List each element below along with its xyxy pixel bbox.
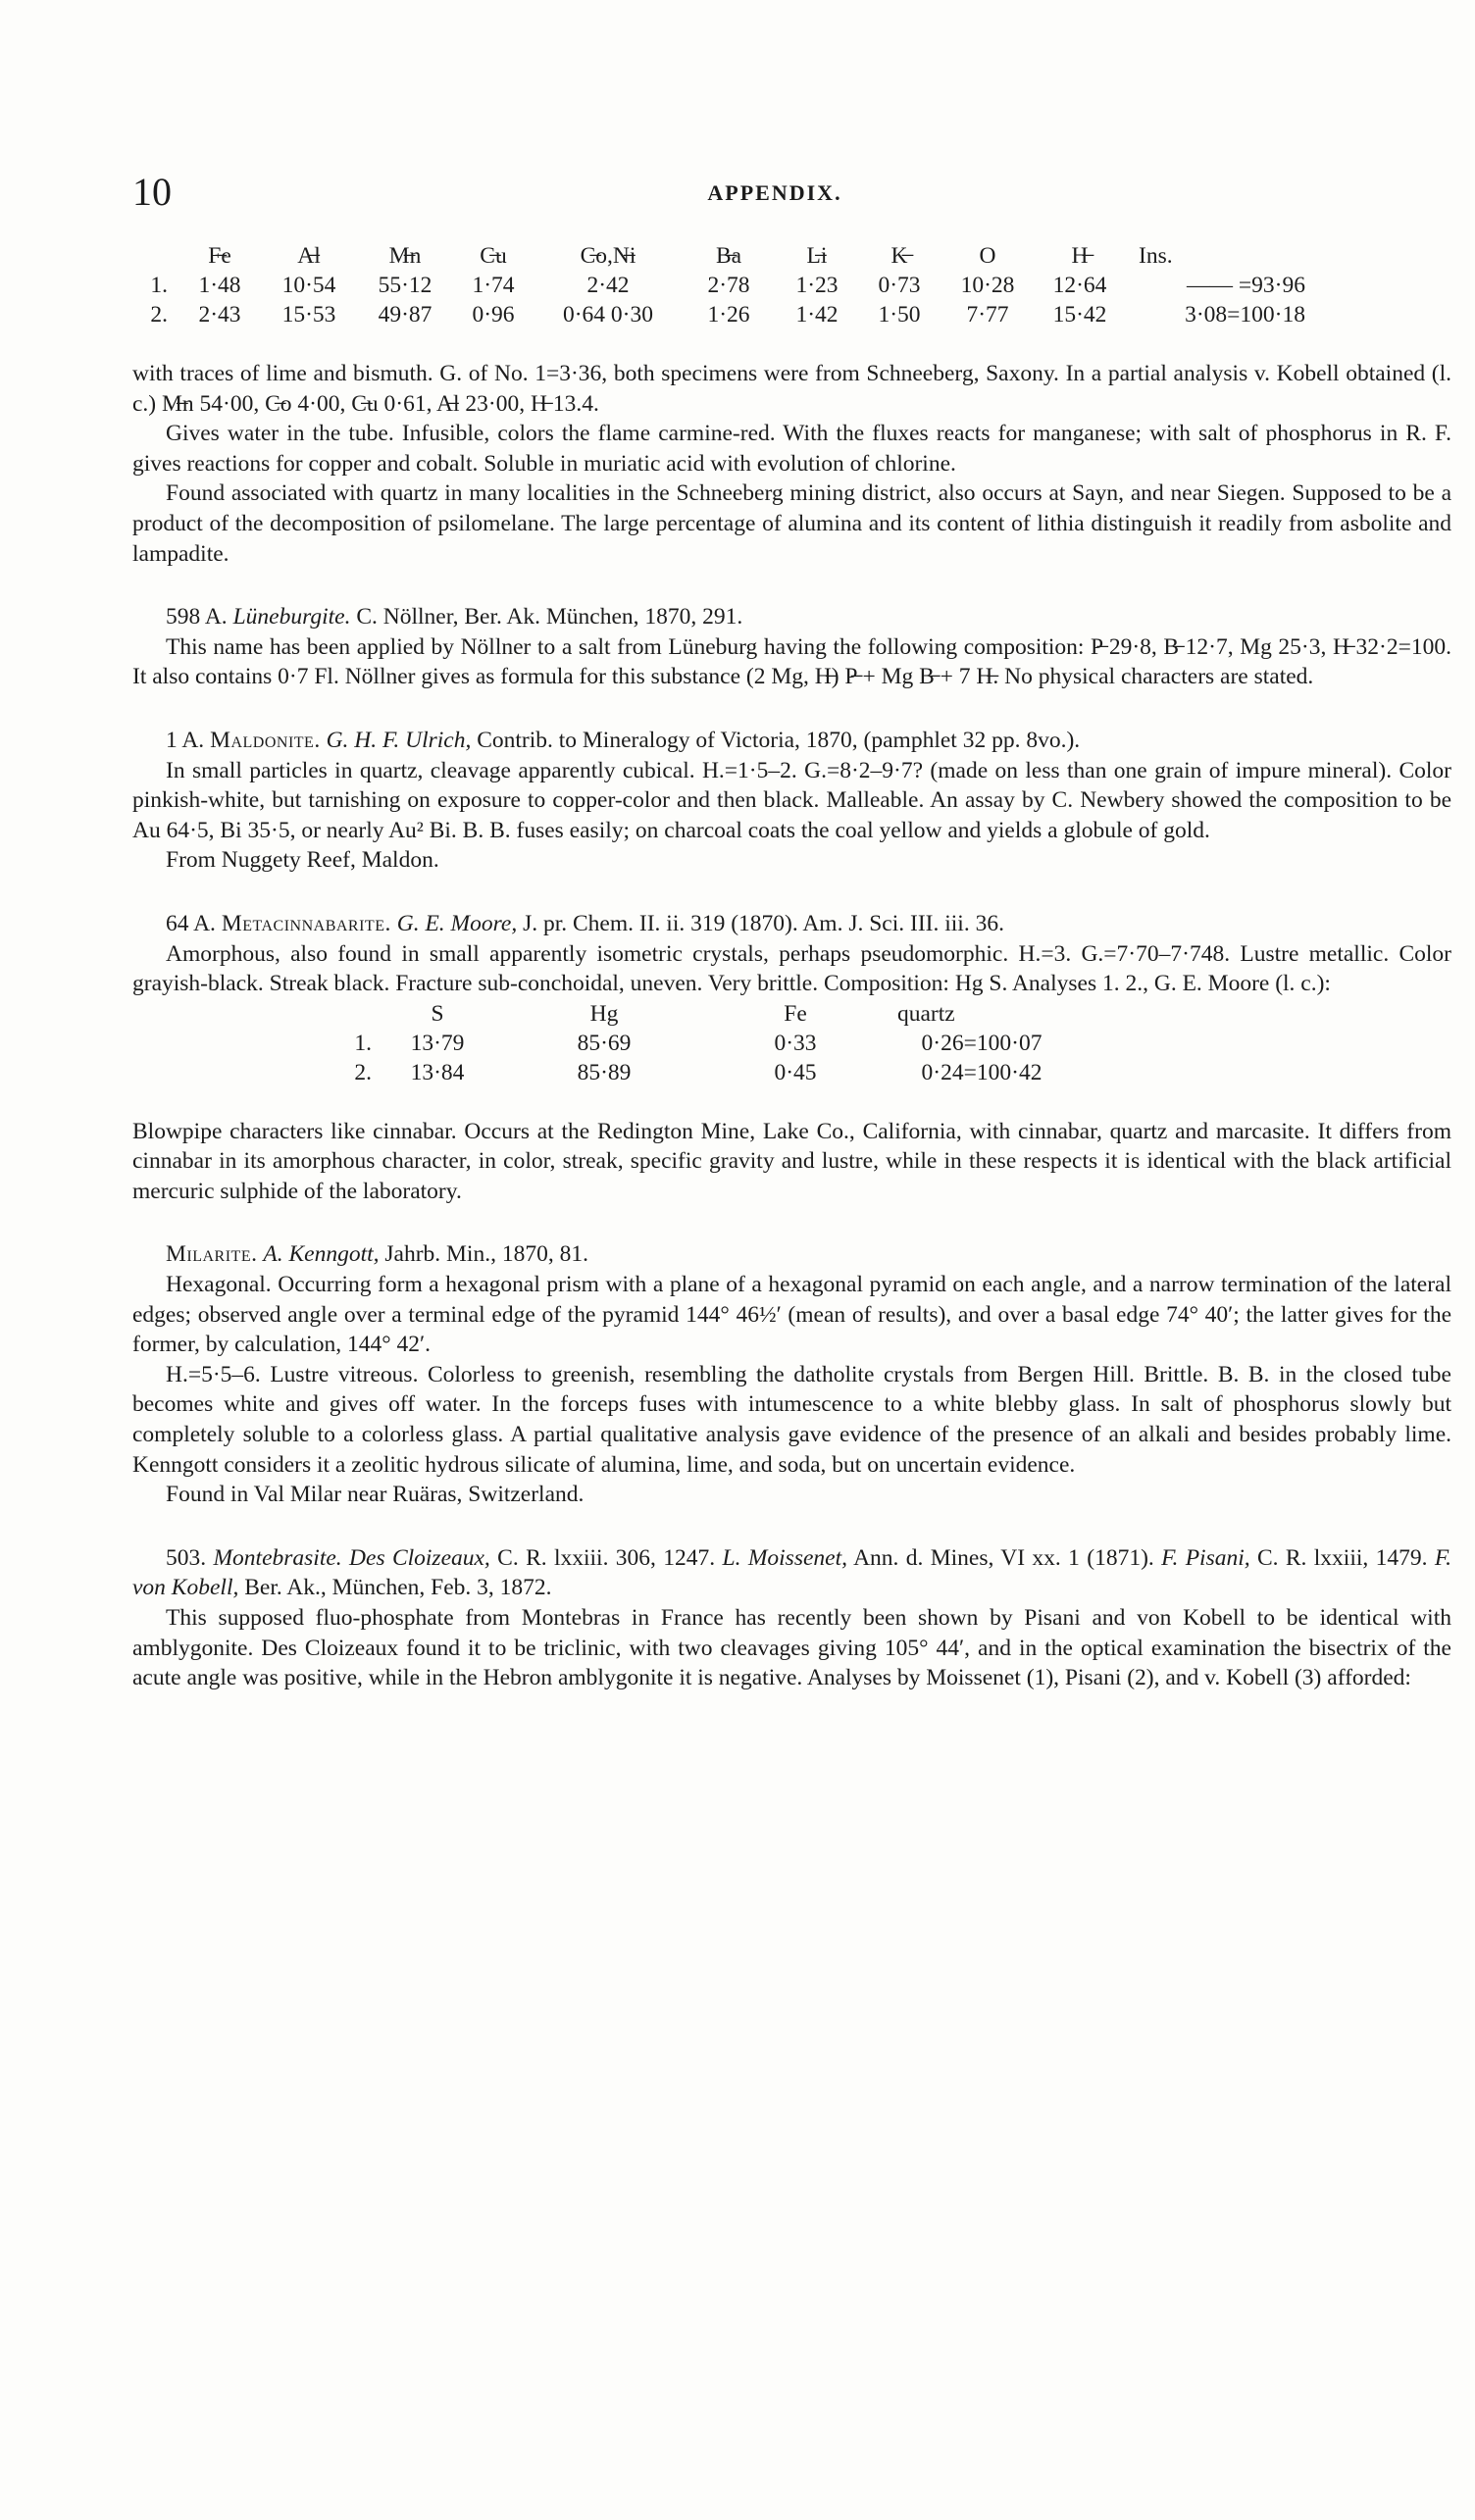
table-cell: 1·23 [795, 273, 839, 298]
author: F. von Kobell, [132, 1544, 1452, 1601]
table-cell: 0·45 [774, 1059, 817, 1085]
table-cell: 55·12 [378, 273, 432, 298]
column-header: H̶ [1071, 243, 1089, 269]
table-cell: 2·78 [707, 273, 750, 298]
entry-heading-503 [132, 1543, 1451, 1603]
table-cell: 10·28 [960, 273, 1015, 298]
table-cell: 0·26=100·07 [921, 1030, 1043, 1056]
mineral-name: Lüneburgite. [232, 604, 351, 630]
row-number: 1. [354, 1030, 372, 1056]
paragraph: Hexagonal. Occurring form a hexagonal prism with a plane of a hexagonal pyramid on each angle, and a narrow termination of the lateral edges; observed angle over a terminal edge of the pyramid 144° 46½′ (mean of results), and over a basal edge 74° 40′; the latter gives for the former, by calculation, 144° 42′. [132, 1272, 1451, 1358]
table-cell: 1·74 [472, 273, 515, 298]
table-cell: 10·54 [281, 273, 336, 298]
column-header: A̶l [297, 243, 321, 269]
table-cell: 1·26 [707, 302, 750, 328]
entry-heading-64a [132, 909, 1451, 939]
table-cell: 7·77 [966, 302, 1009, 328]
page-number: 10 [132, 170, 172, 214]
paragraph: Gives water in the tube. Infusible, colors the flame carmine-red. With the fluxes reacts for manganese; with salt of phosphorus in R. F. gives reactions for copper and cobalt. Soluble in muriatic acid with evolution of chlorine. [132, 421, 1451, 477]
paragraph: Found associated with quartz in many localities in the Schneeberg mining district, also occurs at Sayn, and near Siegen. Supposed to be a product of the decomposition of psilomelane. The large percentage of alumina and its content of lithia distinguish it readily from asbolite and lampadite. [132, 480, 1451, 567]
column-header: L̶i [806, 243, 828, 269]
table-row [338, 1029, 1090, 1058]
citation: Ann. d. Mines, VI xx. 1 (1871). [853, 1544, 1154, 1571]
citation: C. R. lxxiii, 1479. [1256, 1544, 1428, 1571]
column-header: B̶a [715, 243, 742, 269]
table-cell: 85·69 [577, 1030, 632, 1056]
table-cell: 0·73 [878, 273, 921, 298]
analysis-table-1 [132, 241, 1305, 329]
column-header: quartz [897, 1000, 955, 1027]
table-row [132, 300, 1305, 329]
entry-number: 503. [166, 1544, 207, 1571]
column-header: O [979, 243, 996, 269]
column-header: K̶ [890, 243, 908, 269]
analysis-table-1-header [132, 241, 1305, 271]
mineral-name: Maldonite. [210, 727, 321, 753]
paragraph: This name has been applied by Nöllner to a salt from Lüneburg having the following composition: P̶ 29·8, B̶ 12·7, Mg 25·3, H̶ 32·2=100. It also contains 0·7 Fl. Nöllner gives as formula for this substance (2 Mg, H̶) P̶ + Mg B̶ + 7 H̶. No physical characters are stated. [132, 633, 1451, 690]
row-number: 1. [150, 273, 168, 298]
citation: Ber. Ak., München, Feb. 3, 1872. [244, 1575, 552, 1601]
table-cell: 1·42 [795, 302, 839, 328]
author: F. Pisani, [1161, 1544, 1250, 1571]
analysis-table-2-header [338, 999, 1090, 1029]
mineral-name: Milarite. [166, 1241, 258, 1268]
analysis-table-2 [338, 999, 1090, 1087]
table-cell: 2·42 [586, 273, 630, 298]
table-cell: —— =93·96 [1187, 273, 1305, 298]
table-cell: 0·33 [774, 1030, 817, 1056]
table-cell: 1·50 [878, 302, 921, 328]
table-cell: 1·48 [198, 273, 241, 298]
citation: J. pr. Chem. II. ii. 319 (1870). Am. J. Sci. III. iii. 36. [523, 910, 1004, 936]
page-header [132, 169, 1417, 212]
entry-heading-milarite [132, 1239, 1451, 1270]
row-number: 2. [150, 302, 168, 328]
author: L. Moissenet, [722, 1544, 847, 1571]
mineral-name: Montebrasite. [213, 1544, 342, 1571]
table-cell: 13·84 [410, 1059, 465, 1085]
paragraph: with traces of lime and bismuth. G. of No. 1=3·36, both specimens were from Schneeberg, Saxony. In a partial analysis v. Kobell obtained (l. c.) M̶n 54·00, C̶o 4·00, C̶u 0·61, A̶l 23·00, H̶ 13.4. [132, 361, 1451, 417]
table-cell: 2·43 [198, 302, 241, 328]
entry-number: 64 A. [166, 910, 216, 936]
citation: C. Nöllner, Ber. Ak. München, 1870, 291. [356, 604, 743, 630]
citation: Jahrb. Min., 1870, 81. [384, 1241, 588, 1268]
column-header: Ins. [1139, 243, 1173, 269]
table-cell: 0·64 0·30 [562, 302, 654, 328]
table-cell: 15·53 [281, 302, 336, 328]
column-header: M̶n [388, 243, 422, 269]
paragraph: Amorphous, also found in small apparently isometric crystals, perhaps pseudomorphic. H.=3. G.=7·70–7·748. Lustre metallic. Color grayish-black. Streak black. Fracture sub-conchoidal, uneven. Very brittle. Composition: Hg S. Analyses 1. 2., G. E. Moore (l. c.): [132, 940, 1451, 997]
table-cell: 85·89 [577, 1059, 632, 1085]
table-cell: 13·79 [410, 1030, 465, 1056]
citation: Contrib. to Mineralogy of Victoria, 1870, (pamphlet 32 pp. 8vo.). [477, 727, 1081, 753]
author: A. Kenngott, [263, 1241, 380, 1268]
paragraph: H.=5·5–6. Lustre vitreous. Colorless to greenish, resembling the datholite crystals from Bergen Hill. Brittle. B. B. in the closed tube becomes white and gives off water. In the forceps fuses with intumescence to a white blebby glass. In salt of phosphorus slowly but completely soluble to a colorless glass. A partial qualitative analysis gave evidence of the presence of an alkali and besides probably lime. Kenngott considers it a zeolitic hydrous silicate of alumina, lime, and soda, but on uncertain evidence. [132, 1361, 1451, 1478]
author: G. E. Moore, [396, 910, 518, 936]
column-header: Fe [784, 1000, 807, 1027]
table-cell: 49·87 [378, 302, 432, 328]
author: Des Cloizeaux, [349, 1544, 490, 1571]
table-cell: 15·42 [1052, 302, 1107, 328]
table-cell: 0·24=100·42 [921, 1059, 1043, 1085]
row-number: 2. [354, 1059, 372, 1085]
column-header: Hg [589, 1000, 619, 1027]
running-title: APPENDIX. [707, 180, 842, 205]
table-cell: 3·08=100·18 [1185, 302, 1305, 328]
entry-number: 598 A. [166, 604, 228, 630]
table-row [132, 271, 1305, 300]
paragraph: In small particles in quartz, cleavage apparently cubical. H.=1·5–2. G.=8·2–9·7? (made on less than one grain of impure mineral). Color pinkish-white, but tarnishing on exposure to copper-color and then black. Malleable. An assay by C. Newbery showed the composition to be Au 64·5, Bi 35·5, or nearly Au² Bi. B. B. fuses easily; on charcoal coats the coal yellow and yields a globule of gold. [132, 757, 1451, 843]
column-header: C̶o,N̶i [580, 243, 636, 269]
table-cell: 0·96 [472, 302, 515, 328]
table-row [338, 1058, 1090, 1087]
entry-number: 1 A. [166, 727, 205, 753]
column-header: C̶u [480, 243, 507, 269]
author: G. H. F. Ulrich, [326, 727, 472, 753]
column-header: F̶e [208, 243, 231, 269]
table-cell: 12·64 [1052, 273, 1107, 298]
citation: C. R. lxxiii. 306, 1247. [497, 1544, 716, 1571]
paragraph: This supposed fluo-phosphate from Montebras in France has recently been shown by Pisani and von Kobell to be identical with amblygonite. Des Cloizeaux found it to be triclinic, with two cleavages giving 105° 44′, and in the optical examination the bisectrix of the acute angle was positive, while in the Hebron amblygonite it is negative. Analyses by Moissenet (1), Pisani (2), and v. Kobell (3) afforded: [132, 1605, 1451, 1691]
paragraph: Found in Val Milar near Ruäras, Switzerland. [166, 1482, 585, 1508]
entry-heading-598a [132, 602, 1451, 632]
paragraph: From Nuggety Reef, Maldon. [166, 847, 439, 874]
paragraph: Blowpipe characters like cinnabar. Occurs at the Redington Mine, Lake Co., California, with cinnabar, quartz and marcasite. It differs from cinnabar in its amorphous character, in color, streak, specific gravity and lustre, while in these respects it is identical with the black artificial mercuric sulphide of the laboratory. [132, 1118, 1451, 1204]
entry-heading-1a [132, 726, 1451, 756]
column-header: S [431, 1000, 444, 1027]
page-body [132, 241, 1451, 1693]
mineral-name: Metacinnabarite. [221, 910, 391, 936]
